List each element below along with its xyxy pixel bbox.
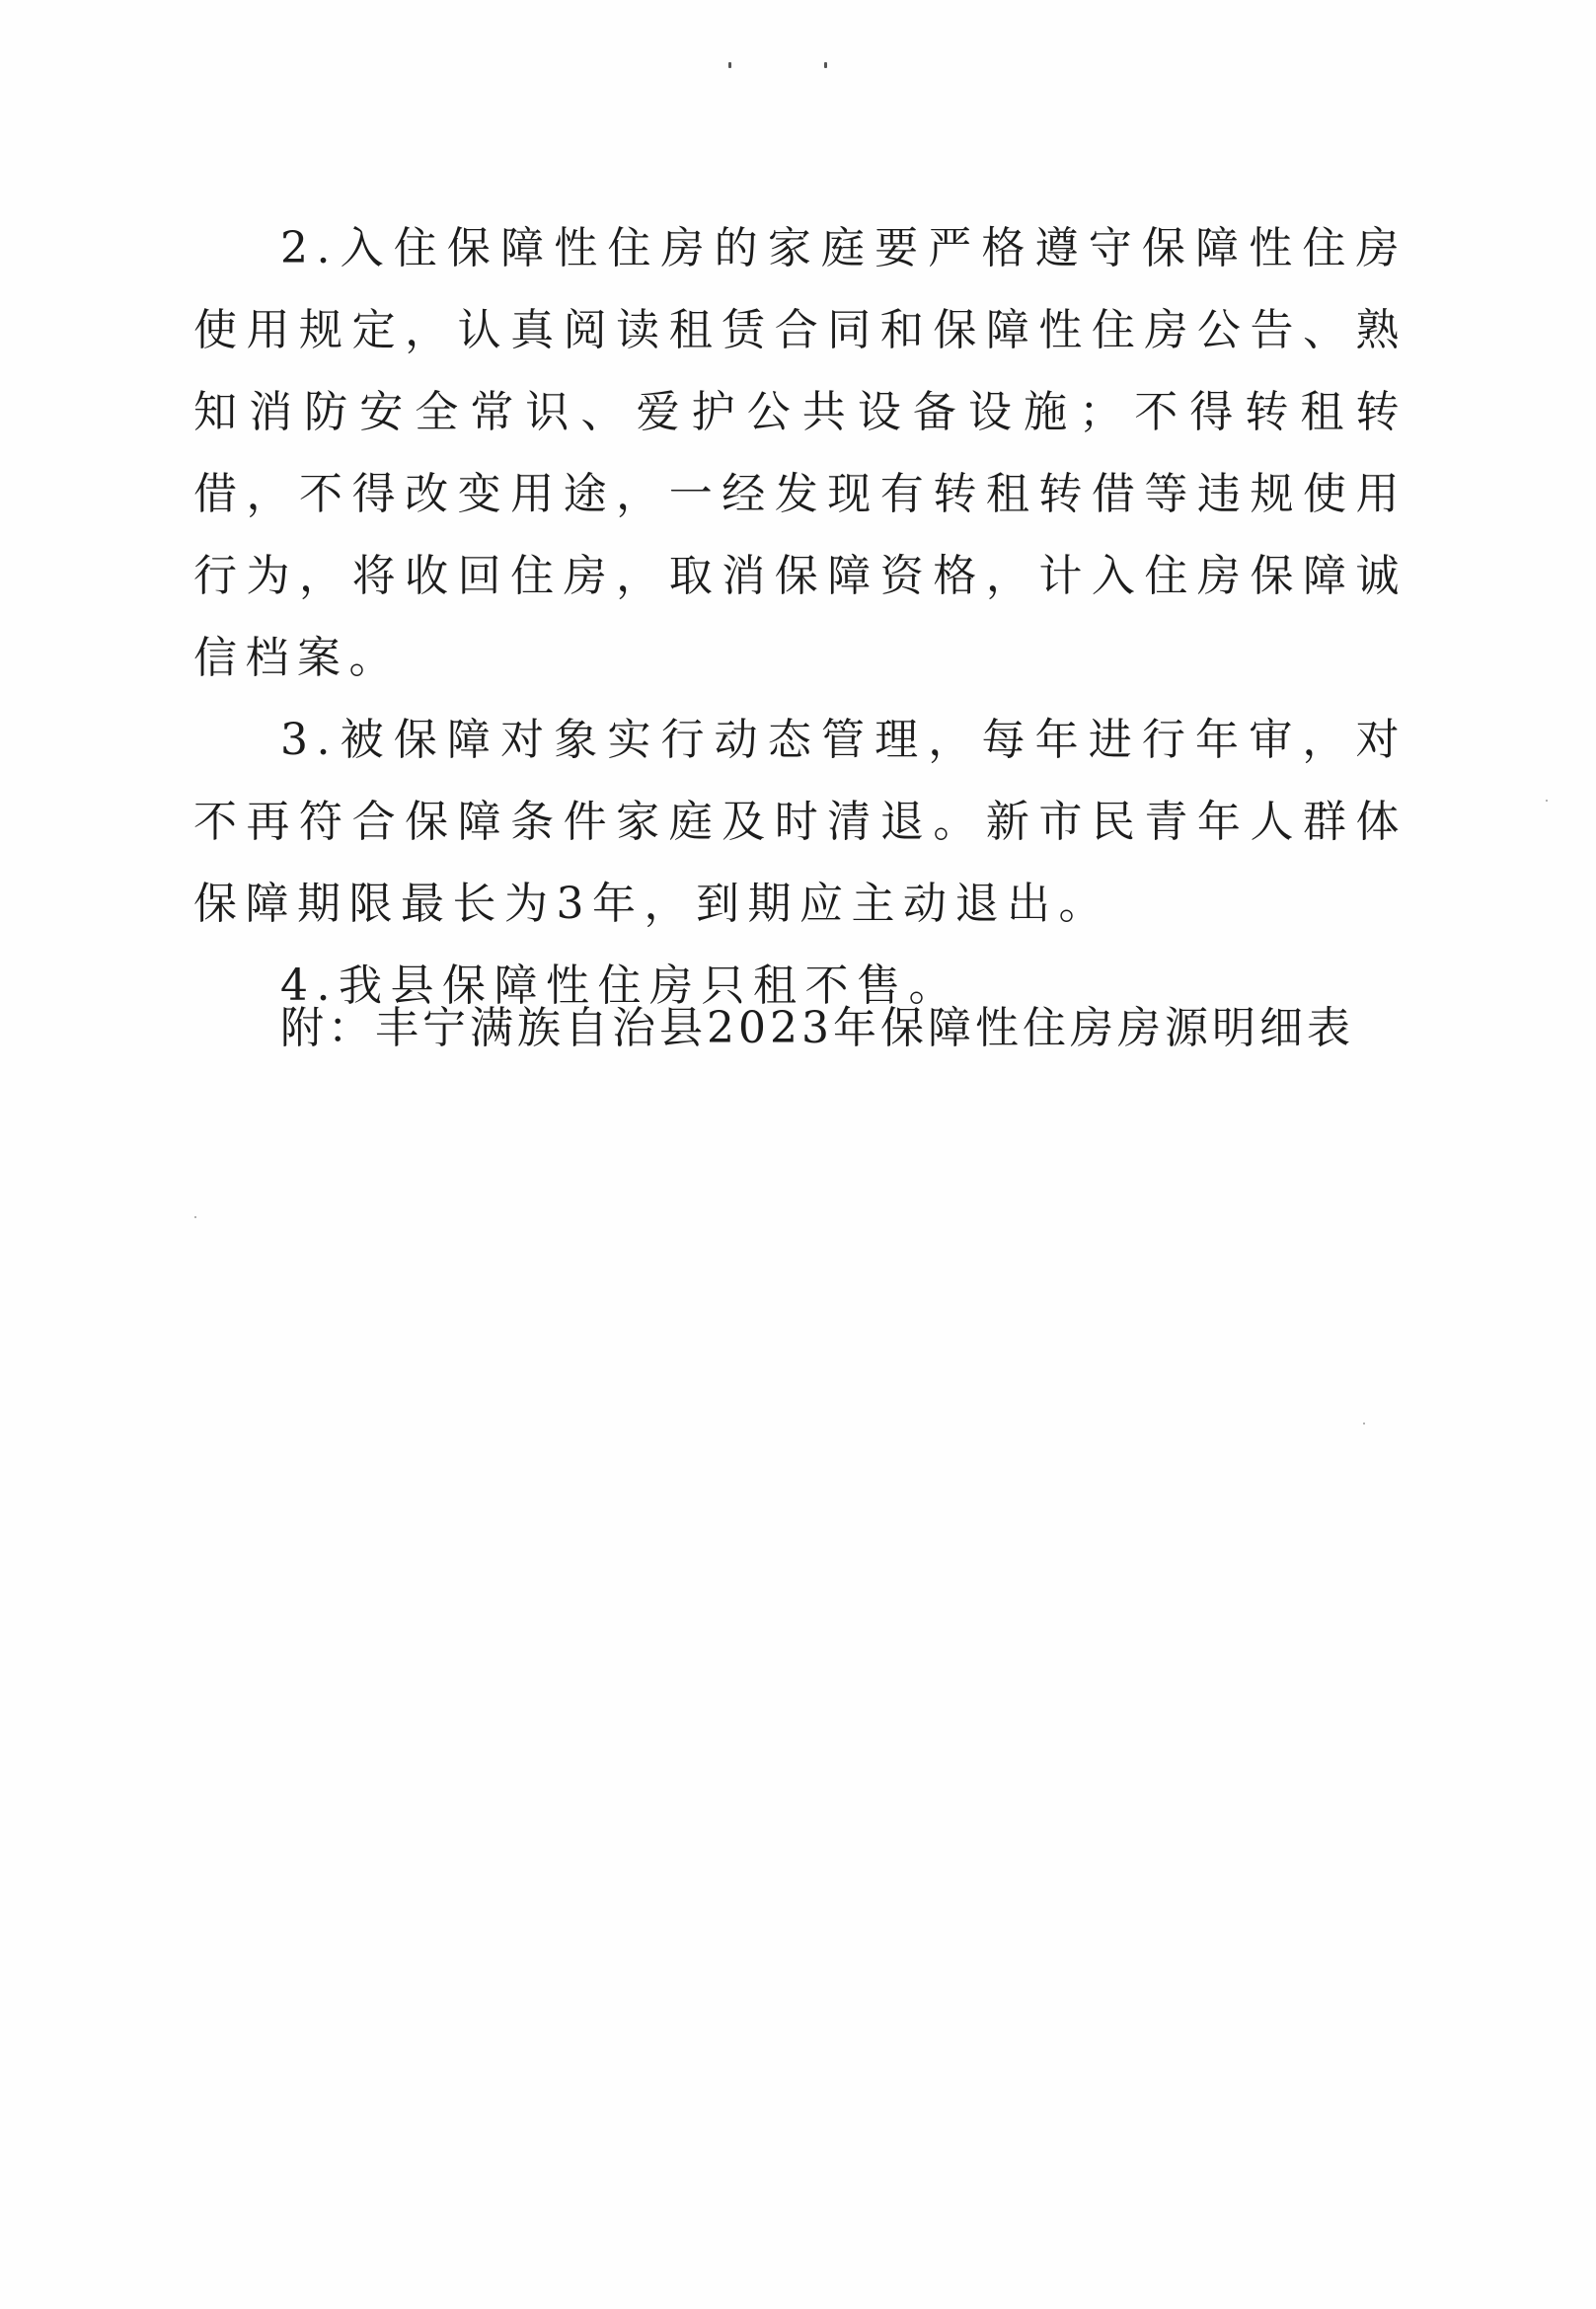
scan-speck	[194, 1216, 196, 1218]
paragraph-item-2: 2.入住保障性住房的家庭要严格遵守保障性住房使用规定，认真阅读租赁合同和保障性住房公告、熟知消防安全常识、爱护公共设备设施；不得转租转借，不得改变用途，一经发现有转租转借等违规使用行为，将收回住房，取消保障资格，计入住房保障诚信档案。	[193, 223, 1407, 683]
scan-speck	[1546, 800, 1548, 802]
document-body	[193, 207, 1407, 1027]
scan-speck	[1363, 1423, 1365, 1424]
scan-mark	[728, 62, 731, 68]
paragraph-item-4: 4.我县保障性住房只租不售。	[280, 961, 960, 1011]
scan-mark	[824, 62, 827, 68]
attachment-note: 附：丰宁满族自治县2023年保障性住房房源明细表	[280, 1003, 1354, 1053]
paragraph-item-3: 3.被保障对象实行动态管理，每年进行年审，对不再符合保障条件家庭及时清退。新市民青年人群体保障期限最长为3年，到期应主动退出。	[193, 715, 1407, 929]
